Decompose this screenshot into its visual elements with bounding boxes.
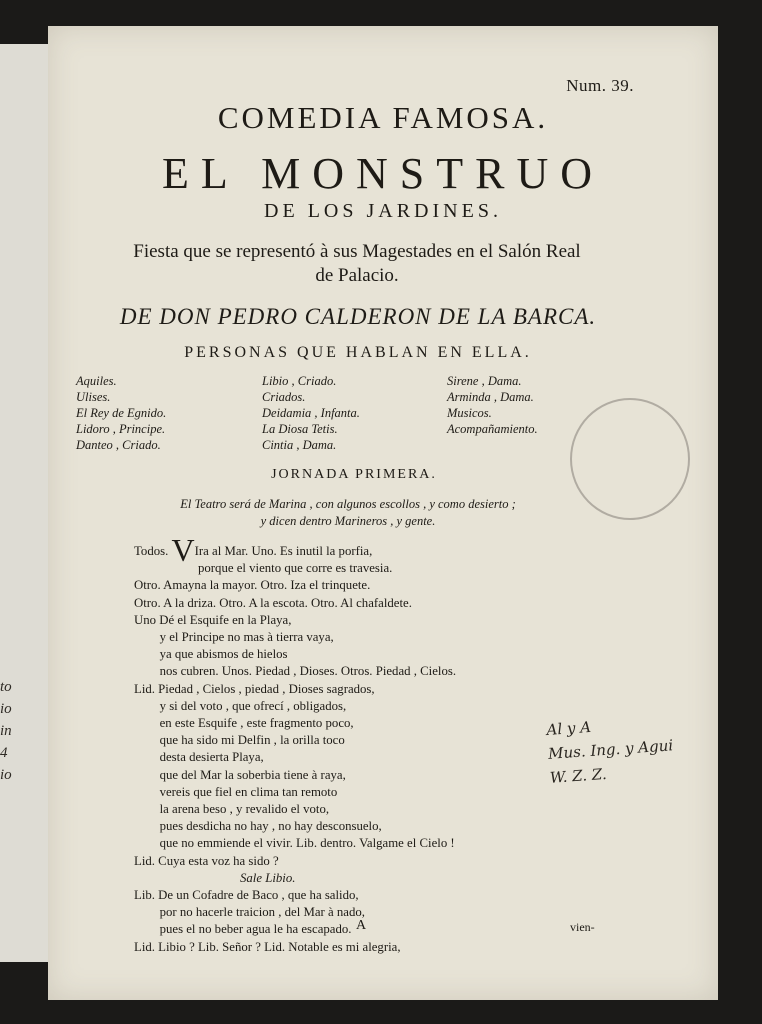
stage-direction-line: El Teatro será de Marina , con algunos escollos , y como desierto ;	[180, 497, 516, 511]
facing-page-margin-notes	[0, 676, 22, 786]
dialog-line: Lid. Libio ? Lib. Señor ? Lid. Notable es mi alegria,	[134, 939, 401, 954]
cast-column-3	[447, 373, 538, 437]
cast-entry: Deidamia , Infanta.	[262, 406, 360, 420]
cast-entry: Criados.	[262, 390, 306, 404]
speaker-label: Todos.	[134, 544, 172, 558]
cast-entry: Sirene , Dama.	[447, 374, 522, 388]
dialog-line: Lib. De un Cofadre de Baco , que ha salido,	[134, 888, 359, 903]
dialog-line: Otro. Amayna la mayor. Otro. Iza el trinquete.	[134, 578, 371, 593]
handwritten-line: Mus. Ing. y Agui	[547, 736, 674, 763]
performance-note-line: Fiesta que se representó à sus Magestades en el Salón Real	[133, 241, 581, 262]
cast-entry: Aquiles.	[76, 374, 117, 388]
dialog-line: la arena beso , y revalido el voto,	[134, 802, 330, 817]
dialog-line: porque el viento que corre es travesia.	[134, 561, 393, 576]
dialog-line	[134, 532, 654, 568]
signature-mark: A	[356, 918, 367, 933]
cast-entry: Lidoro , Principe.	[76, 422, 166, 436]
dialog-line: pues el no beber agua le ha escapado.	[134, 922, 352, 937]
dialog-line: y si del voto , que ofrecí , obligados,	[134, 698, 347, 713]
margin-note: to	[0, 679, 12, 695]
cast-entry: Musicos.	[447, 406, 492, 420]
catchword: vien-	[570, 920, 595, 934]
dialog-line: vereis que fiel en clima tan remoto	[134, 784, 338, 799]
cast-entry: Libio , Criado.	[262, 374, 337, 388]
cast-entry: La Diosa Tetis.	[262, 422, 338, 436]
document-page	[48, 26, 718, 1000]
handwritten-line: Al y A	[545, 717, 592, 739]
dialog-line: que del Mar la soberbia tiene à raya,	[134, 767, 346, 782]
title-sub: DE LOS JARDINES.	[264, 200, 502, 222]
dialog-line: ya que abismos de hielos	[134, 647, 288, 662]
cast-column-2	[262, 373, 360, 453]
cast-column-1	[76, 373, 166, 453]
dialog-line: que ha sido mi Delfin , la orilla toco	[134, 733, 345, 748]
dialog-line: y el Principe no mas à tierra vaya,	[134, 630, 334, 645]
stage-direction	[108, 496, 588, 530]
cast-heading: PERSONAS QUE HABLAN EN ELLA.	[184, 344, 532, 361]
handwritten-line: W. Z. Z.	[549, 764, 608, 787]
margin-note: 4	[0, 745, 8, 761]
cast-entry: Danteo , Criado.	[76, 438, 161, 452]
dialog-line: por no hacerle traicion , del Mar à nado,	[134, 905, 365, 920]
dialog-line-text: Ira al Mar. Uno. Es inutil la porfia,	[194, 544, 373, 558]
jornada-heading: JORNADA PRIMERA.	[271, 467, 437, 482]
author-line: DE DON PEDRO CALDERON DE LA BARCA.	[119, 304, 597, 329]
margin-note: io	[0, 701, 12, 717]
cast-entry: El Rey de Egnido.	[76, 406, 167, 420]
performance-note	[76, 240, 638, 288]
margin-note: in	[0, 723, 12, 739]
cast-entry: Ulises.	[76, 390, 111, 404]
title-main: EL MONSTRUO	[161, 149, 605, 198]
title-comedia: COMEDIA FAMOSA.	[217, 100, 549, 135]
handwritten-note	[546, 706, 721, 790]
dialog-line: desta desierta Playa,	[134, 750, 264, 765]
dialog-line: Otro. A la driza. Otro. A la escota. Otro. Al chafaldete.	[134, 595, 412, 610]
dialog-line: nos cubren. Unos. Piedad , Dioses. Otros. Piedad , Cielos.	[134, 664, 457, 679]
dialog-line: Lid. Piedad , Cielos , piedad , Dioses sagrados,	[134, 681, 375, 696]
margin-note: io	[0, 767, 12, 783]
cast-entry: Acompañamiento.	[447, 422, 538, 436]
dialog-line: que no emmiende el vivir. Lib. dentro. Valgame el Cielo !	[134, 836, 455, 851]
dialog-line: pues desdicha no hay , no hay desconsuelo,	[134, 819, 382, 834]
cast-entry: Arminda , Dama.	[447, 390, 534, 404]
cast-entry: Cintia , Dama.	[262, 438, 337, 452]
page-number: Num. 39.	[566, 76, 634, 95]
stage-direction-line: y dicen dentro Marineros , y gente.	[260, 514, 436, 528]
dialog-line: Sale Libio.	[240, 870, 296, 885]
performance-note-line: de Palacio.	[315, 265, 399, 286]
dialog-line: Uno Dé el Esquife en la Playa,	[134, 612, 292, 627]
library-stamp	[570, 398, 690, 520]
dialog-line: en este Esquife , este fragmento poco,	[134, 716, 354, 731]
drop-cap: V	[171, 532, 195, 568]
dialog-line: Lid. Cuya esta voz ha sido ?	[134, 853, 279, 868]
